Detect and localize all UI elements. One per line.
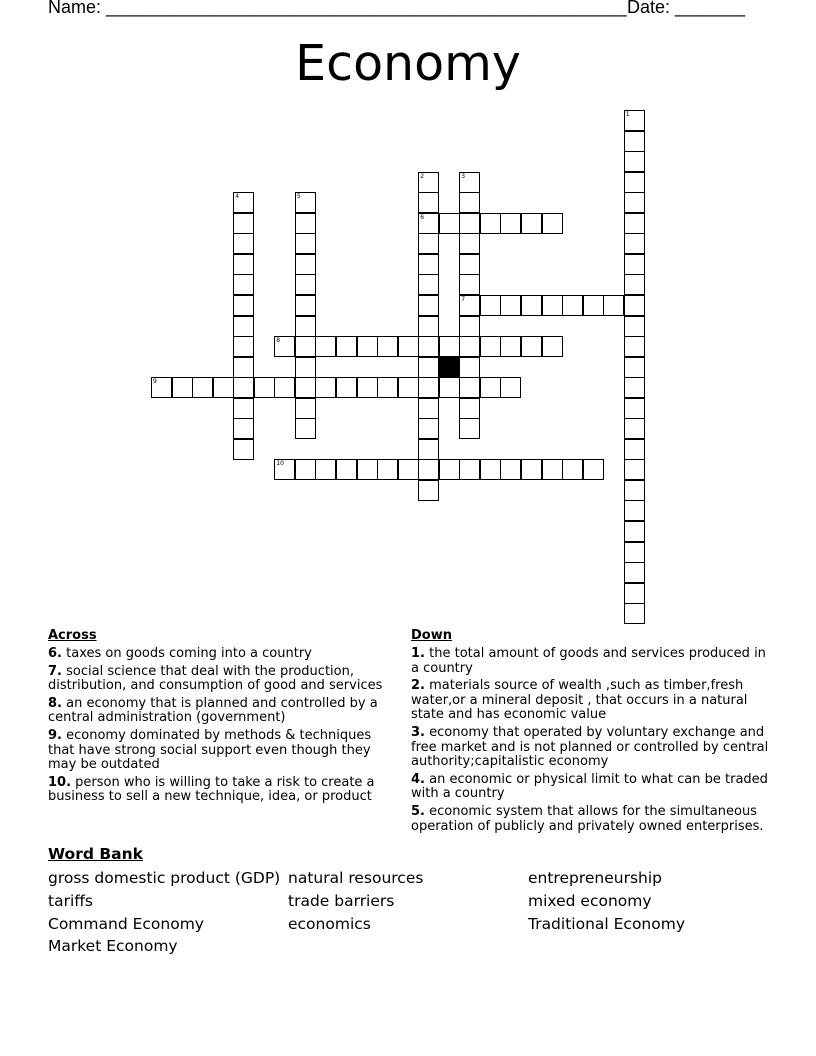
crossword-cell[interactable]	[192, 377, 213, 398]
crossword-cell[interactable]	[542, 459, 563, 480]
word-bank-item: gross domestic product (GDP)	[48, 869, 281, 887]
word-bank-item: trade barriers	[288, 892, 395, 910]
crossword-cell[interactable]	[500, 295, 521, 316]
page-title: Economy	[295, 35, 521, 92]
crossword-cell[interactable]	[624, 192, 645, 213]
crossword-cell[interactable]	[418, 398, 439, 419]
clue-text: social science that deal with the production, distribution, and consumption of good and services	[48, 663, 383, 694]
crossword-cell[interactable]	[295, 295, 316, 316]
clue-number-label: 2	[420, 172, 425, 180]
crossword-cell[interactable]	[542, 336, 563, 357]
crossword-cell[interactable]	[295, 254, 316, 275]
crossword-cell[interactable]	[624, 131, 645, 152]
crossword-cell[interactable]	[418, 213, 439, 234]
crossword-cell[interactable]	[480, 459, 501, 480]
crossword-cell[interactable]	[459, 357, 480, 378]
across-clue	[48, 729, 398, 773]
crossword-cell[interactable]	[295, 377, 316, 398]
clue-number-label: 1	[625, 111, 630, 118]
crossword-cell[interactable]	[233, 213, 254, 234]
crossword-cell[interactable]	[398, 336, 419, 357]
crossword-cell[interactable]	[480, 377, 501, 398]
crossword-cell[interactable]	[418, 459, 439, 480]
crossword-cell[interactable]	[233, 295, 254, 316]
clue-number-label: 8	[276, 337, 281, 345]
crossword-cell[interactable]	[459, 233, 480, 254]
crossword-cell[interactable]	[480, 295, 501, 316]
crossword-cell[interactable]	[418, 336, 439, 357]
word-bank-item: tariffs	[48, 892, 94, 910]
crossword-cell[interactable]	[213, 377, 234, 398]
clue-number: 9.	[48, 727, 62, 743]
clue-number: 10.	[48, 774, 72, 790]
down-clues	[411, 628, 773, 837]
crossword-cell[interactable]	[459, 418, 480, 439]
crossword-cell[interactable]	[624, 377, 645, 398]
across-heading: Across	[48, 628, 97, 643]
clue-number-label: 6	[420, 213, 425, 221]
clue-number-label: 10	[276, 460, 284, 468]
clue-number-label: 4	[235, 193, 240, 201]
clue-text: person who is willing to take a risk to create a business to sell a new technique, idea, or product	[48, 774, 375, 805]
crossword-cell[interactable]	[274, 377, 295, 398]
crossword-cell[interactable]	[459, 377, 480, 398]
crossword-cell[interactable]	[562, 295, 583, 316]
crossword-cell[interactable]	[357, 336, 378, 357]
crossword-cell[interactable]	[418, 480, 439, 501]
crossword-cell[interactable]	[500, 377, 521, 398]
crossword-cell[interactable]	[583, 295, 604, 316]
clue-number: 4.	[411, 771, 425, 787]
crossword-cell[interactable]	[459, 336, 480, 357]
crossword-cell[interactable]	[233, 254, 254, 275]
crossword-cell[interactable]	[624, 172, 645, 193]
clue-text: materials source of wealth ,such as timber,fresh water,or a mineral deposit , that occurs in a natural state and has economic value	[411, 678, 748, 723]
crossword-cell[interactable]	[295, 274, 316, 295]
word-bank-item: mixed economy	[528, 892, 652, 910]
clue-number: 6.	[48, 646, 62, 661]
crossword-cell[interactable]	[295, 213, 316, 234]
clue-number: 8.	[48, 695, 62, 711]
crossword-cell[interactable]	[624, 295, 645, 316]
crossword-cell[interactable]	[295, 192, 316, 213]
crossword-cell[interactable]	[459, 192, 480, 213]
crossword-cell[interactable]	[562, 459, 583, 480]
crossword-cell[interactable]	[439, 459, 460, 480]
word-bank	[48, 844, 788, 968]
crossword-cell[interactable]	[418, 418, 439, 439]
crossword-cell[interactable]	[377, 459, 398, 480]
crossword-cell[interactable]	[336, 459, 357, 480]
word-bank-item: natural resources	[288, 869, 424, 887]
crossword-cell[interactable]	[315, 459, 336, 480]
crossword-cell[interactable]	[624, 562, 645, 583]
crossword-cell[interactable]	[315, 377, 336, 398]
crossword-cell[interactable]	[624, 151, 645, 172]
crossword-cell[interactable]	[459, 254, 480, 275]
crossword-cell[interactable]	[542, 213, 563, 234]
crossword-cell[interactable]	[172, 377, 193, 398]
crossword-cell[interactable]	[315, 336, 336, 357]
crossword-cell[interactable]	[295, 316, 316, 337]
crossword-cell[interactable]	[500, 459, 521, 480]
crossword-cell[interactable]	[439, 336, 460, 357]
crossword-cell[interactable]	[480, 336, 501, 357]
crossword-cell[interactable]	[233, 357, 254, 378]
crossword-black-cell	[439, 357, 460, 378]
crossword-cell[interactable]	[624, 521, 645, 542]
clue-number-label: 9	[153, 378, 157, 386]
clue-text: economy dominated by methods & techniques that have strong social support even though they may be outdated	[48, 727, 372, 773]
across-clue	[48, 647, 398, 662]
down-clue	[411, 726, 773, 770]
clue-number: 7.	[48, 663, 62, 679]
crossword-cell[interactable]	[357, 459, 378, 480]
crossword-cell[interactable]	[418, 233, 439, 254]
word-bank-heading: Word Bank	[48, 845, 143, 863]
crossword-cell[interactable]	[624, 213, 645, 234]
down-clue	[411, 773, 773, 802]
crossword-cell[interactable]	[274, 336, 295, 357]
crossword-cell[interactable]	[624, 110, 645, 131]
date-field-label: Date: _______	[627, 0, 746, 17]
crossword-cell[interactable]	[624, 398, 645, 419]
crossword-cell[interactable]	[459, 213, 480, 234]
clue-number-label: 5	[296, 193, 301, 201]
word-bank-item: Command Economy	[48, 915, 204, 933]
clue-text: the total amount of goods and services produced in a country	[411, 646, 766, 676]
crossword-cell[interactable]	[624, 357, 645, 378]
crossword-cell[interactable]	[624, 439, 645, 460]
crossword-cell[interactable]	[500, 213, 521, 234]
clue-number: 5.	[411, 803, 425, 819]
crossword-cell[interactable]	[377, 336, 398, 357]
clue-number-label: 7	[461, 296, 466, 303]
crossword-cell[interactable]	[274, 459, 295, 480]
crossword-cell[interactable]	[418, 439, 439, 460]
name-field-label: Name: ____________________________________________________	[48, 0, 627, 17]
crossword-cell[interactable]	[295, 357, 316, 378]
crossword-cell[interactable]	[336, 336, 357, 357]
crossword-cell[interactable]	[624, 254, 645, 275]
crossword-cell[interactable]	[480, 213, 501, 234]
crossword-cell[interactable]	[459, 316, 480, 337]
crossword-cell[interactable]	[254, 377, 275, 398]
crossword-cell[interactable]	[542, 295, 563, 316]
down-clue	[411, 805, 773, 834]
crossword-cell[interactable]	[233, 418, 254, 439]
crossword-cell[interactable]	[295, 233, 316, 254]
crossword-cell[interactable]	[418, 316, 439, 337]
crossword-cell[interactable]	[295, 418, 316, 439]
crossword-cell[interactable]	[418, 192, 439, 213]
across-clue	[48, 776, 398, 805]
crossword-cell[interactable]	[233, 398, 254, 419]
across-clue	[48, 665, 398, 694]
crossword-cell[interactable]	[624, 316, 645, 337]
down-clue	[411, 647, 773, 676]
word-bank-item: economics	[288, 915, 371, 933]
crossword-cell[interactable]	[233, 377, 254, 398]
crossword-cell[interactable]	[459, 459, 480, 480]
crossword-cell[interactable]	[233, 336, 254, 357]
crossword-cell[interactable]	[233, 233, 254, 254]
crossword-cell[interactable]	[233, 439, 254, 460]
crossword-cell[interactable]	[521, 336, 542, 357]
crossword-cell[interactable]	[439, 213, 460, 234]
clue-text: economy that operated by voluntary exchange and free market and is not planned or controlled by central authority;capitalistic economy	[411, 724, 769, 770]
crossword-cell[interactable]	[418, 295, 439, 316]
clue-number: 3.	[411, 724, 425, 740]
crossword-cell[interactable]	[624, 274, 645, 295]
crossword-cell[interactable]	[233, 316, 254, 337]
crossword-cell[interactable]	[624, 603, 645, 624]
crossword-cell[interactable]	[233, 274, 254, 295]
crossword-cell[interactable]	[151, 377, 172, 398]
crossword-cell[interactable]	[233, 192, 254, 213]
crossword-cell[interactable]	[295, 398, 316, 419]
crossword-cell[interactable]	[418, 377, 439, 398]
crossword-cell[interactable]	[500, 336, 521, 357]
crossword-cell[interactable]	[624, 233, 645, 254]
crossword-cell[interactable]	[418, 274, 439, 295]
crossword-cell[interactable]	[624, 459, 645, 480]
word-bank-item: Traditional Economy	[528, 915, 686, 933]
crossword-cell[interactable]	[336, 377, 357, 398]
crossword-cell[interactable]	[295, 336, 316, 357]
crossword-cell[interactable]	[418, 357, 439, 378]
crossword-cell[interactable]	[521, 213, 542, 234]
clue-number: 2.	[411, 678, 425, 694]
crossword-cell[interactable]	[377, 377, 398, 398]
crossword-cell[interactable]	[398, 377, 419, 398]
across-clue	[48, 697, 398, 726]
crossword-cell[interactable]	[624, 583, 645, 604]
crossword-cell[interactable]	[603, 295, 624, 316]
crossword-cell[interactable]	[624, 542, 645, 563]
crossword-cell[interactable]	[624, 336, 645, 357]
clue-text: an economy that is planned and controlled by a central administration (government)	[48, 695, 378, 726]
crossword-cell[interactable]	[439, 377, 460, 398]
crossword-cell[interactable]	[418, 254, 439, 275]
word-bank-item: Market Economy	[48, 937, 178, 955]
across-clues	[48, 628, 398, 808]
crossword-cell[interactable]	[521, 295, 542, 316]
crossword-cell[interactable]	[459, 295, 480, 316]
crossword-cell[interactable]	[521, 459, 542, 480]
crossword-cell[interactable]	[459, 172, 480, 193]
clue-text: an economic or physical limit to what can be traded with a country	[411, 771, 768, 802]
crossword-cell[interactable]	[295, 459, 316, 480]
crossword-cell[interactable]	[357, 377, 378, 398]
down-heading: Down	[411, 628, 452, 643]
crossword-cell[interactable]	[459, 398, 480, 419]
clue-number: 1.	[411, 646, 425, 661]
word-bank-item: entrepreneurship	[528, 869, 663, 887]
crossword-cell[interactable]	[624, 500, 645, 521]
clue-number-label: 3	[461, 172, 466, 180]
crossword-cell[interactable]	[583, 459, 604, 480]
crossword-cell[interactable]	[418, 172, 439, 193]
crossword-cell[interactable]	[624, 480, 645, 501]
crossword-cell[interactable]	[624, 418, 645, 439]
crossword-cell[interactable]	[398, 459, 419, 480]
clue-text: economic system that allows for the simultaneous operation of publicly and privately owned enterprises.	[411, 803, 764, 834]
down-clue	[411, 679, 773, 723]
crossword-cell[interactable]	[459, 274, 480, 295]
clue-text: taxes on goods coming into a country	[66, 646, 312, 661]
